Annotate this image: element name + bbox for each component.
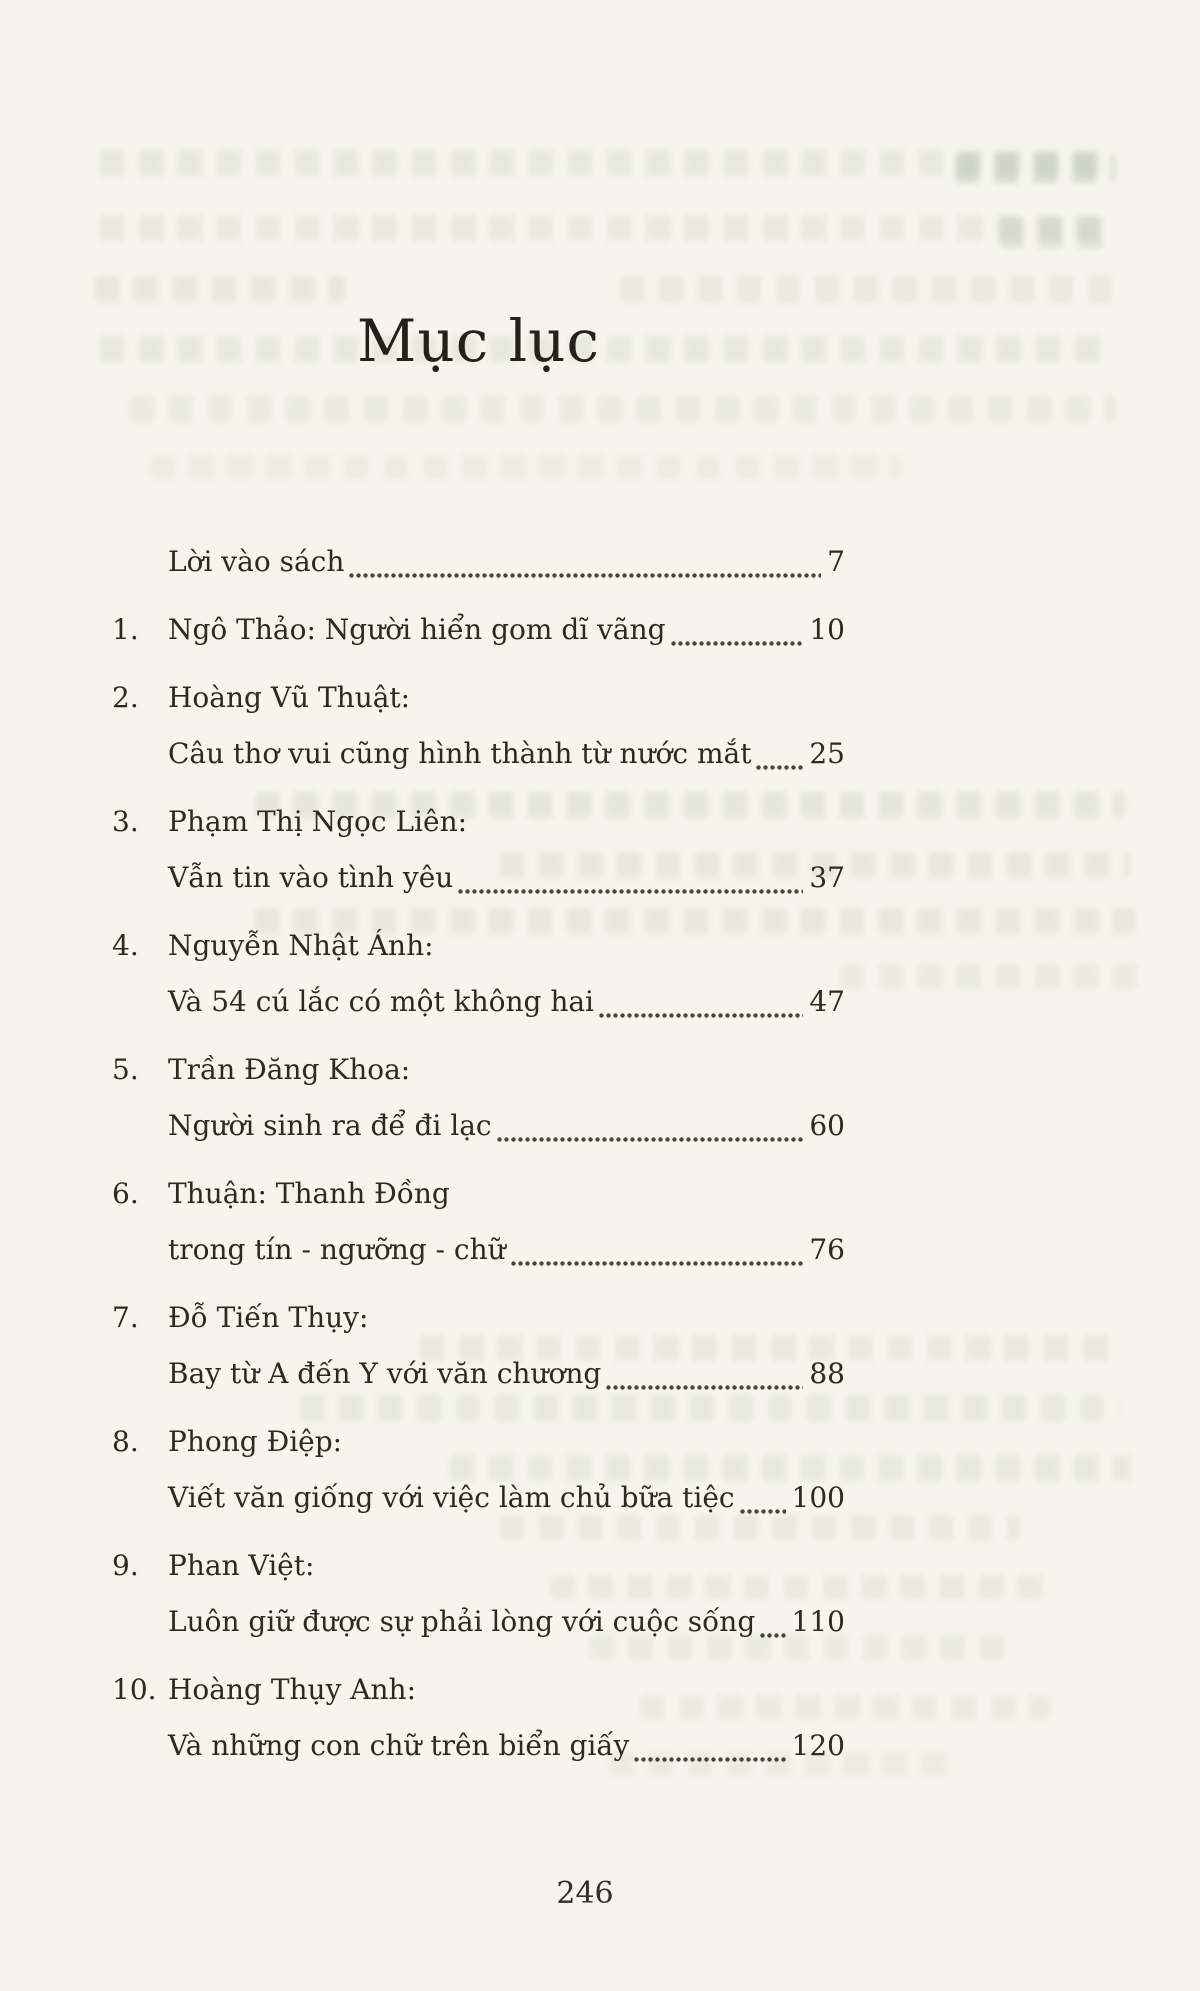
entry-text: Và 54 cú lắc có một không hai	[168, 985, 595, 1018]
entry-line	[168, 670, 845, 726]
entry-page-number: 100	[791, 1481, 845, 1514]
dot-leader	[510, 1222, 804, 1278]
dot-leader	[755, 726, 803, 782]
entry-content	[168, 1042, 845, 1154]
entry-text: Bay từ A đến Y với văn chương	[168, 1357, 602, 1390]
entry-content	[168, 918, 845, 1030]
entry-page-number: 110	[791, 1605, 845, 1638]
entry-content	[168, 1166, 845, 1278]
entry-text: Hoàng Thụy Anh:	[168, 1673, 417, 1706]
entry-text: Luôn giữ được sự phải lòng với cuộc sống	[168, 1605, 756, 1638]
entry-line	[168, 794, 845, 850]
entry-content	[168, 1662, 845, 1774]
toc-entry	[112, 1290, 845, 1402]
toc-entry	[112, 918, 845, 1030]
entry-number: 7.	[112, 1301, 139, 1334]
entry-text: Phan Việt:	[168, 1549, 315, 1582]
dot-leader	[598, 974, 803, 1030]
dot-leader	[457, 850, 803, 906]
entry-line	[168, 1098, 845, 1154]
toc-entry	[112, 1538, 845, 1650]
entry-text: Hoàng Vũ Thuật:	[168, 681, 411, 714]
table-of-contents	[112, 534, 845, 1786]
entry-line	[168, 1042, 845, 1098]
entry-line	[168, 1470, 845, 1526]
entry-text: Phạm Thị Ngọc Liên:	[168, 805, 468, 838]
entry-page-number: 37	[809, 861, 845, 894]
entry-text: Câu thơ vui cũng hình thành từ nước mắt	[168, 737, 752, 770]
toc-entry	[112, 1662, 845, 1774]
toc-entry	[112, 1042, 845, 1154]
entry-number: 6.	[112, 1177, 139, 1210]
entry-number: 5.	[112, 1053, 139, 1086]
bleed-through-line	[130, 396, 1115, 422]
entry-content	[168, 1414, 845, 1526]
page-title: Mục lục	[356, 306, 601, 375]
entry-page-number: 10	[809, 613, 845, 646]
entry-text: Phong Điệp:	[168, 1425, 343, 1458]
entry-number: 3.	[112, 805, 139, 838]
entry-line	[168, 1346, 845, 1402]
entry-text: Vẫn tin vào tình yêu	[168, 861, 454, 894]
toc-entry	[112, 602, 845, 658]
entry-text: Viết văn giống với việc làm chủ bữa tiệc	[168, 1481, 735, 1514]
entry-page-number: 88	[809, 1357, 845, 1390]
entry-text: trong tín - ngưỡng - chữ	[168, 1233, 506, 1266]
entry-page-number: 120	[791, 1729, 845, 1762]
bleed-through-line	[620, 276, 1115, 302]
toc-entry	[112, 534, 845, 590]
entry-line	[168, 850, 845, 906]
entry-content	[168, 670, 845, 782]
dot-leader	[496, 1098, 804, 1154]
entry-content	[168, 794, 845, 906]
entry-content	[168, 1538, 845, 1650]
entry-line	[168, 1594, 845, 1650]
entry-line	[168, 1166, 845, 1222]
entry-page-number: 25	[809, 737, 845, 770]
bleed-through-line	[95, 276, 345, 302]
entry-text: Và những con chữ trên biển giấy	[168, 1729, 630, 1762]
bleed-through-line	[100, 150, 1115, 176]
bleed-through-line	[955, 153, 1115, 183]
toc-entry	[112, 1414, 845, 1526]
entry-line	[168, 726, 845, 782]
entry-number	[112, 534, 168, 590]
entry-number: 9.	[112, 1549, 139, 1582]
dot-leader	[348, 534, 821, 590]
entry-text: Đỗ Tiến Thụy:	[168, 1301, 369, 1334]
toc-entry	[112, 1166, 845, 1278]
entry-line	[168, 534, 845, 590]
entry-page-number: 76	[809, 1233, 845, 1266]
entry-line	[168, 974, 845, 1030]
dot-leader	[605, 1346, 803, 1402]
entry-line	[168, 602, 845, 658]
entry-content	[168, 534, 845, 590]
bleed-through-line	[150, 455, 900, 479]
entry-number: 1.	[112, 613, 139, 646]
bleed-through-line	[1000, 218, 1115, 248]
entry-number: 2.	[112, 681, 139, 714]
entry-number: 10.	[112, 1673, 157, 1706]
dot-leader	[633, 1718, 785, 1774]
entry-line	[168, 1718, 845, 1774]
entry-text: Thuận: Thanh Đồng	[168, 1177, 450, 1210]
entry-page-number: 7	[827, 545, 845, 578]
dot-leader	[670, 602, 804, 658]
entry-text: Lời vào sách	[168, 545, 345, 578]
footer-page-number: 246	[556, 1876, 614, 1911]
entry-number: 8.	[112, 1425, 139, 1458]
bleed-through-line	[100, 215, 1115, 241]
dot-leader	[739, 1470, 786, 1526]
entry-line	[168, 1290, 845, 1346]
entry-text: Trần Đăng Khoa:	[168, 1053, 411, 1086]
entry-content	[168, 602, 845, 658]
toc-entry	[112, 794, 845, 906]
toc-entry	[112, 670, 845, 782]
entry-line	[168, 918, 845, 974]
dot-leader	[759, 1594, 785, 1650]
entry-line	[168, 1538, 845, 1594]
entry-line	[168, 1662, 845, 1718]
entry-line	[168, 1414, 845, 1470]
entry-text: Người sinh ra để đi lạc	[168, 1109, 492, 1142]
entry-text: Ngô Thảo: Người hiển gom dĩ vãng	[168, 613, 666, 646]
entry-content	[168, 1290, 845, 1402]
entry-page-number: 47	[809, 985, 845, 1018]
entry-text: Nguyễn Nhật Ánh:	[168, 929, 434, 962]
entry-page-number: 60	[809, 1109, 845, 1142]
bleed-through-line	[840, 965, 1140, 989]
entry-line	[168, 1222, 845, 1278]
entry-number: 4.	[112, 929, 139, 962]
